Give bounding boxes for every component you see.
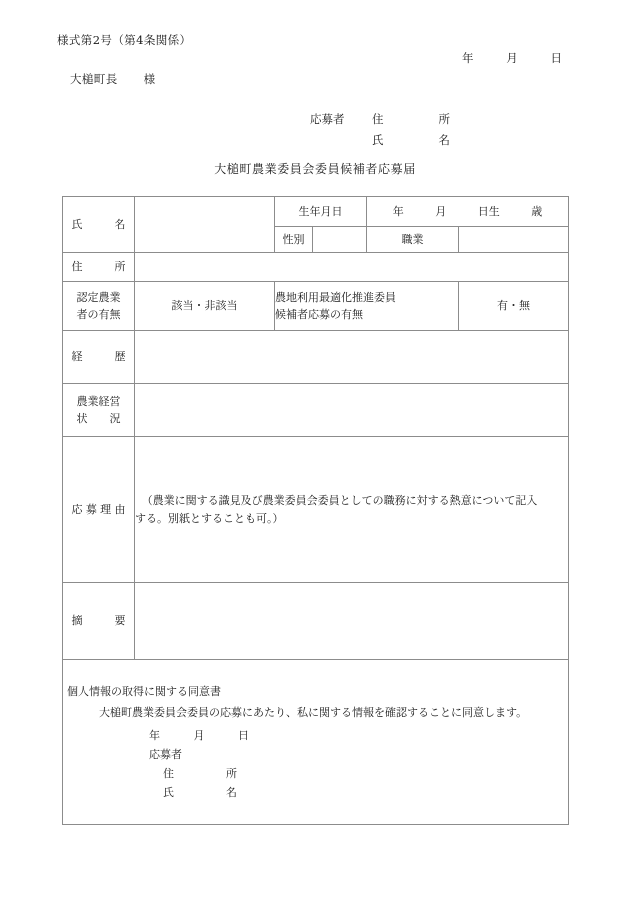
dob-day-label: 日生 — [477, 204, 500, 218]
cell-reason-label: 応募理由 — [63, 437, 135, 583]
applicant-name-label-a: 氏 — [372, 133, 384, 147]
farm-status-label-line1: 農業経営 — [76, 394, 121, 408]
consent-applicant-label: 応募者 — [149, 748, 182, 761]
cell-career-value[interactable] — [135, 331, 569, 384]
optimization-label-line2: 候補者応募の有無 — [275, 308, 364, 321]
applicant-name-field — [372, 130, 450, 151]
consent-address-label-a: 住 — [163, 767, 174, 781]
form-number: 様式第2号（第4条関係） — [57, 33, 192, 47]
cell-address-value[interactable] — [135, 253, 569, 282]
optimization-label-line1: 農地利用最適化推進委員 — [275, 290, 397, 304]
cell-summary-value[interactable] — [135, 583, 569, 660]
consent-date-day: 日 — [238, 728, 249, 742]
applicant-name-row — [310, 130, 450, 151]
header-date-line — [462, 50, 562, 66]
cell-career-label: 経 歴 — [63, 331, 135, 384]
applicant-address-row — [310, 109, 450, 130]
certified-farmer-label-line2: 者の有無 — [76, 308, 121, 321]
reason-note-line1: （農業に関する識見及び農業委員会委員としての職務に対する熱意について記入 — [141, 494, 538, 508]
applicant-label-spacer — [310, 130, 372, 151]
applicant-signature-block — [310, 109, 450, 151]
applicant-name-label-b: 名 — [438, 133, 450, 147]
consent-address-line — [163, 765, 237, 782]
consent-heading: 個人情報の取得に関する同意書 — [67, 684, 221, 698]
addressee-line — [70, 71, 156, 87]
cell-gender-value[interactable] — [313, 227, 367, 253]
table-row-summary — [63, 583, 569, 660]
header-date-year: 年 — [462, 51, 474, 65]
table-row-address — [63, 253, 569, 282]
applicant-label: 応募者 — [310, 112, 345, 126]
farm-status-label-line2: 状 況 — [76, 412, 121, 425]
applicant-address-label-b: 所 — [438, 112, 450, 126]
header-date-month: 月 — [506, 51, 518, 65]
cell-farm-status-value[interactable] — [135, 384, 569, 437]
table-row-career — [63, 331, 569, 384]
cell-gender-label: 性別 — [275, 227, 313, 253]
dob-year-label: 年 — [392, 204, 404, 218]
certified-farmer-label-line1: 認定農業 — [76, 290, 121, 304]
cell-name-value[interactable] — [135, 197, 275, 253]
consent-name-label-a: 氏 — [163, 786, 174, 800]
applicant-address-label-a: 住 — [372, 112, 384, 126]
cell-certified-farmer-label — [63, 282, 135, 331]
consent-name-label-b: 名 — [226, 786, 237, 800]
cell-name-label: 氏 名 — [63, 197, 135, 253]
application-form-table — [62, 196, 569, 825]
table-row-reason — [63, 437, 569, 583]
cell-farm-status-label — [63, 384, 135, 437]
consent-body: 大槌町農業委員会委員の応募にあたり、私に関する情報を確認することに同意します。 — [99, 705, 528, 719]
applicant-address-field — [372, 109, 450, 130]
reason-note-line2: する。別紙とすることも可。） — [135, 511, 284, 525]
cell-optimization-value[interactable]: 有・無 — [459, 282, 569, 331]
cell-dob-label: 生年月日 — [275, 197, 367, 227]
addressee-honorific: 様 — [143, 72, 156, 86]
dob-age-label: 歳 — [531, 204, 543, 218]
document-title: 大槌町農業委員会委員候補者応募届 — [214, 162, 416, 176]
header-date-day: 日 — [550, 51, 562, 65]
table-row-certified-farmer — [63, 282, 569, 331]
consent-date-year: 年 — [149, 728, 160, 742]
table-row-consent — [63, 660, 569, 825]
cell-reason-value[interactable] — [135, 437, 569, 583]
cell-occupation-label: 職業 — [367, 227, 459, 253]
cell-address-label: 住 所 — [63, 253, 135, 282]
cell-certified-farmer-value[interactable]: 該当・非該当 — [135, 282, 275, 331]
addressee-name: 大槌町長 — [70, 72, 118, 86]
table-row-farm-status — [63, 384, 569, 437]
cell-summary-label: 摘 要 — [63, 583, 135, 660]
cell-dob-value[interactable] — [367, 197, 569, 227]
cell-optimization-label — [275, 282, 459, 331]
consent-box — [63, 660, 569, 825]
dob-month-label: 月 — [435, 204, 447, 218]
cell-occupation-value[interactable] — [459, 227, 569, 253]
table-row-name-dob — [63, 197, 569, 227]
consent-date-month: 月 — [193, 728, 205, 742]
consent-address-label-b: 所 — [226, 767, 237, 781]
consent-date-line — [149, 727, 249, 744]
consent-name-line — [163, 784, 237, 801]
